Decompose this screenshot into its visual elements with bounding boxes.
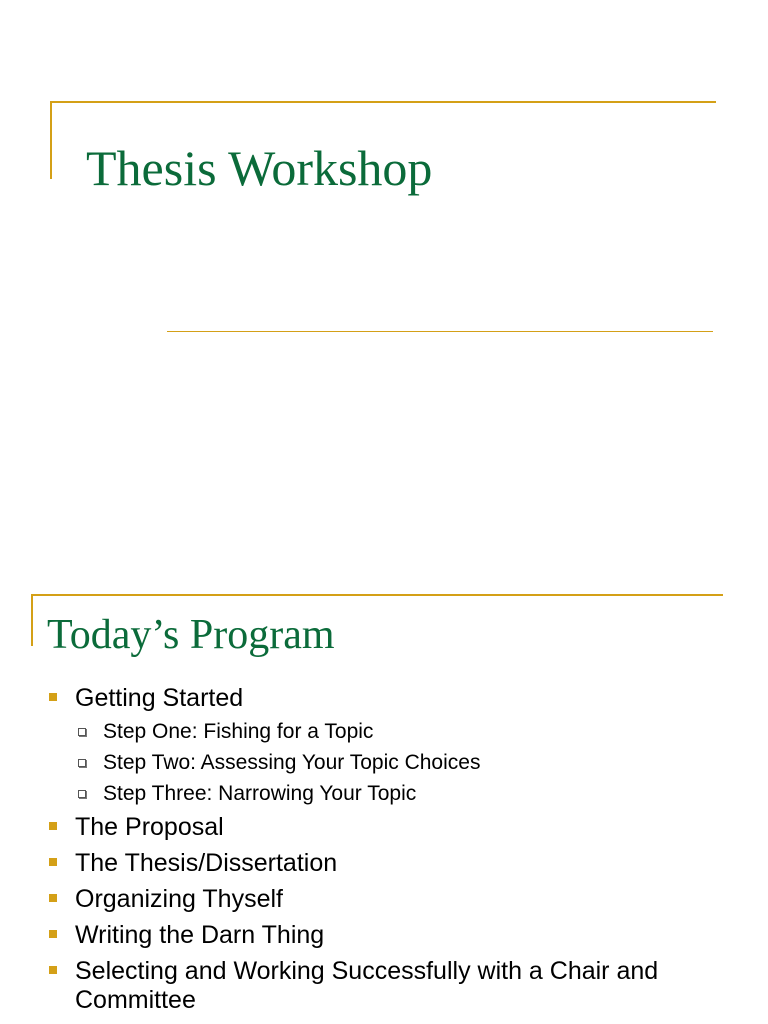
left-rule	[50, 101, 52, 179]
gold-square-bullet-icon	[49, 966, 57, 974]
list-item	[47, 885, 737, 914]
list-item	[47, 684, 737, 806]
list-item	[47, 921, 737, 950]
program-list	[47, 684, 737, 1022]
sub-list-item-text: Step Two: Assessing Your Topic Choices	[103, 751, 481, 774]
slide-title: Today’s Program	[47, 612, 335, 658]
list-item-text: The Thesis/Dissertation	[75, 849, 338, 877]
list-item-text: Getting Started	[75, 684, 244, 712]
gold-square-bullet-icon	[49, 693, 57, 701]
list-item	[47, 957, 737, 1015]
gold-square-bullet-icon	[49, 822, 57, 830]
sub-list-item-text: Step One: Fishing for a Topic	[103, 720, 374, 743]
list-item	[47, 849, 737, 878]
hollow-square-bullet-icon	[78, 790, 86, 798]
sub-list-item	[75, 720, 737, 744]
slide-title: Thesis Workshop	[86, 140, 433, 196]
gold-square-bullet-icon	[49, 894, 57, 902]
sub-list	[75, 720, 737, 806]
top-rule	[31, 594, 723, 596]
list-item-text: Writing the Darn Thing	[75, 921, 325, 949]
hollow-square-bullet-icon	[78, 759, 86, 767]
list-item-text: Selecting and Working Successfully with a Chair and Committee	[75, 957, 659, 1014]
list-item-text: The Proposal	[75, 813, 224, 841]
hollow-square-bullet-icon	[78, 728, 86, 736]
list-item	[47, 813, 737, 842]
program-slide	[0, 560, 768, 1024]
top-rule	[50, 101, 716, 103]
sub-list-item	[75, 751, 737, 775]
gold-square-bullet-icon	[49, 858, 57, 866]
sub-list-item	[75, 782, 737, 806]
left-rule	[31, 594, 33, 646]
sub-list-item-text: Step Three: Narrowing Your Topic	[103, 782, 417, 805]
list-item-text: Organizing Thyself	[75, 885, 283, 913]
subtitle-rule	[167, 331, 713, 332]
gold-square-bullet-icon	[49, 930, 57, 938]
